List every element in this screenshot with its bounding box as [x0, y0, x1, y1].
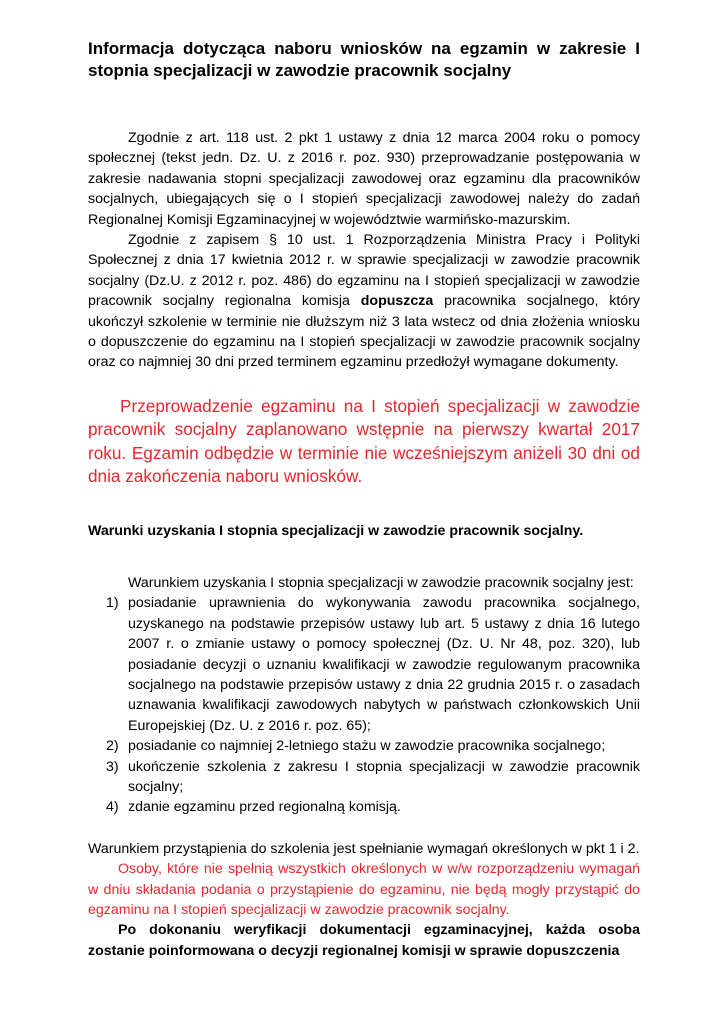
list-item	[88, 757, 640, 798]
spacer	[88, 818, 640, 839]
list-item-number: 1)	[106, 595, 119, 612]
list-item-text: posiadanie uprawnienia do wykonywania zawodu pracownika socjalnego, uzyskanego na podstawie przepisów ustawy lub art. 5 ustawy z dnia 16 lutego 2007 r. o zmianie ustawy o pomocy społecznej (Dz. U. Nr 48, poz. 320), lub posiadanie decyzji o uznaniu kwalifikacji w zawodzie regulowanym pracownika socjalnego na podstawie przepisów ustawy z dnia 22 grudnia 2015 r. o zasadach uznawania kwalifikacji zawodowych nabytych w państwach członkowskich Unii Europejskiej (Dz. U. z 2016 r. poz. 65);	[128, 595, 640, 734]
list-item	[88, 593, 640, 736]
admission-rules-text-start: Zgodnie z zapisem § 10 ust. 1 Rozporządzenia Ministra Pracy i Polityki Społecznej z dnia 17 kwietnia 2012 r. w sprawie specjalizacji w zawodzie pracownik socjalny (Dz.U. z 2012 r. poz. 486) do egzaminu na I stopień specjalizacji w zawodzie pracownik socjalny regionalna komisja	[88, 232, 640, 310]
list-item-number: 4)	[106, 799, 119, 816]
document-title: Informacja dotycząca naboru wniosków na egzamin w zakresie I stopnia specjalizacji w zawodzie pracownik socjalny	[88, 39, 640, 80]
list-item-number: 3)	[106, 758, 119, 775]
conditions-intro: Warunkiem uzyskania I stopnia specjalizacji w zawodzie pracownik socjalny jest:	[128, 574, 634, 591]
legal-basis-paragraph: Zgodnie z art. 118 ust. 2 pkt 1 ustawy z dnia 12 marca 2004 roku o pomocy społecznej (tekst jedn. Dz. U. z 2016 r. poz. 930) przeprowadzanie postępowania w zakresie nadawania stopni specjalizacji zawodowej oraz egzaminu dla pracowników socjalnych, ubiegających się o I stopień specjalizacji zawodowej należy do zadań Regionalnej Komisji Egzaminacyjnej w województwie warmińsko-mazurskim.	[88, 130, 640, 228]
admission-rules-paragraph	[88, 230, 640, 373]
document-page	[88, 38, 640, 961]
list-item-text: zdanie egzaminu przed regionalną komisją.	[128, 799, 401, 816]
conditions-heading: Warunki uzyskania I stopnia specjalizacji w zawodzie pracownik socjalny.	[88, 522, 584, 539]
list-item-text: ukończenie szkolenia z zakresu I stopnia specjalizacji w zawodzie pracownik socjalny;	[128, 758, 640, 795]
exam-date-notice: Przeprowadzenie egzaminu na I stopień specjalizacji w zawodzie pracownik socjalny zaplanowano wstępnie na pierwszy kwartał 2017 roku. Egzamin odbędzie w terminie nie wcześniejszym aniżeli 30 dni od dnia zakończenia naboru wniosków.	[88, 395, 640, 487]
admission-keyword: dopuszcza	[360, 293, 434, 310]
conditions-list	[88, 593, 640, 817]
list-item	[88, 736, 640, 756]
admission-rules-text-end: pracownika socjalnego, który ukończył szkolenie w terminie nie dłuższym niż 3 lata wstecz od dnia złożenia wniosku o dopuszczenie do egzaminu na I stopień specjalizacji w zawodzie pracownik socjalny oraz co najmniej 30 dni przed terminem egzaminu przedłożył wymagane dokumenty.	[88, 293, 641, 371]
closing-paragraph: Po dokonaniu weryfikacji dokumentacji egzaminacyjnej, każda osoba zostanie poinformowana o decyzji regionalnej komisji w sprawie dopuszczenia	[88, 922, 640, 959]
list-item-text: posiadanie co najmniej 2-letniego stażu w zawodzie pracownika socjalnego;	[128, 738, 606, 755]
eligibility-warning: Osoby, które nie spełnią wszystkich określonych w w/w rozporządzeniu wymagań w dniu składania podania o przystąpienie do egzaminu, nie będą mogły przystąpić do egzaminu na I stopień specjalizacji w zawodzie pracownik socjalny.	[88, 861, 640, 918]
training-condition: Warunkiem przystąpienia do szkolenia jest spełnianie wymagań określonych w pkt 1 i 2.	[88, 840, 640, 857]
list-item-number: 2)	[106, 738, 119, 755]
list-item	[88, 797, 640, 817]
